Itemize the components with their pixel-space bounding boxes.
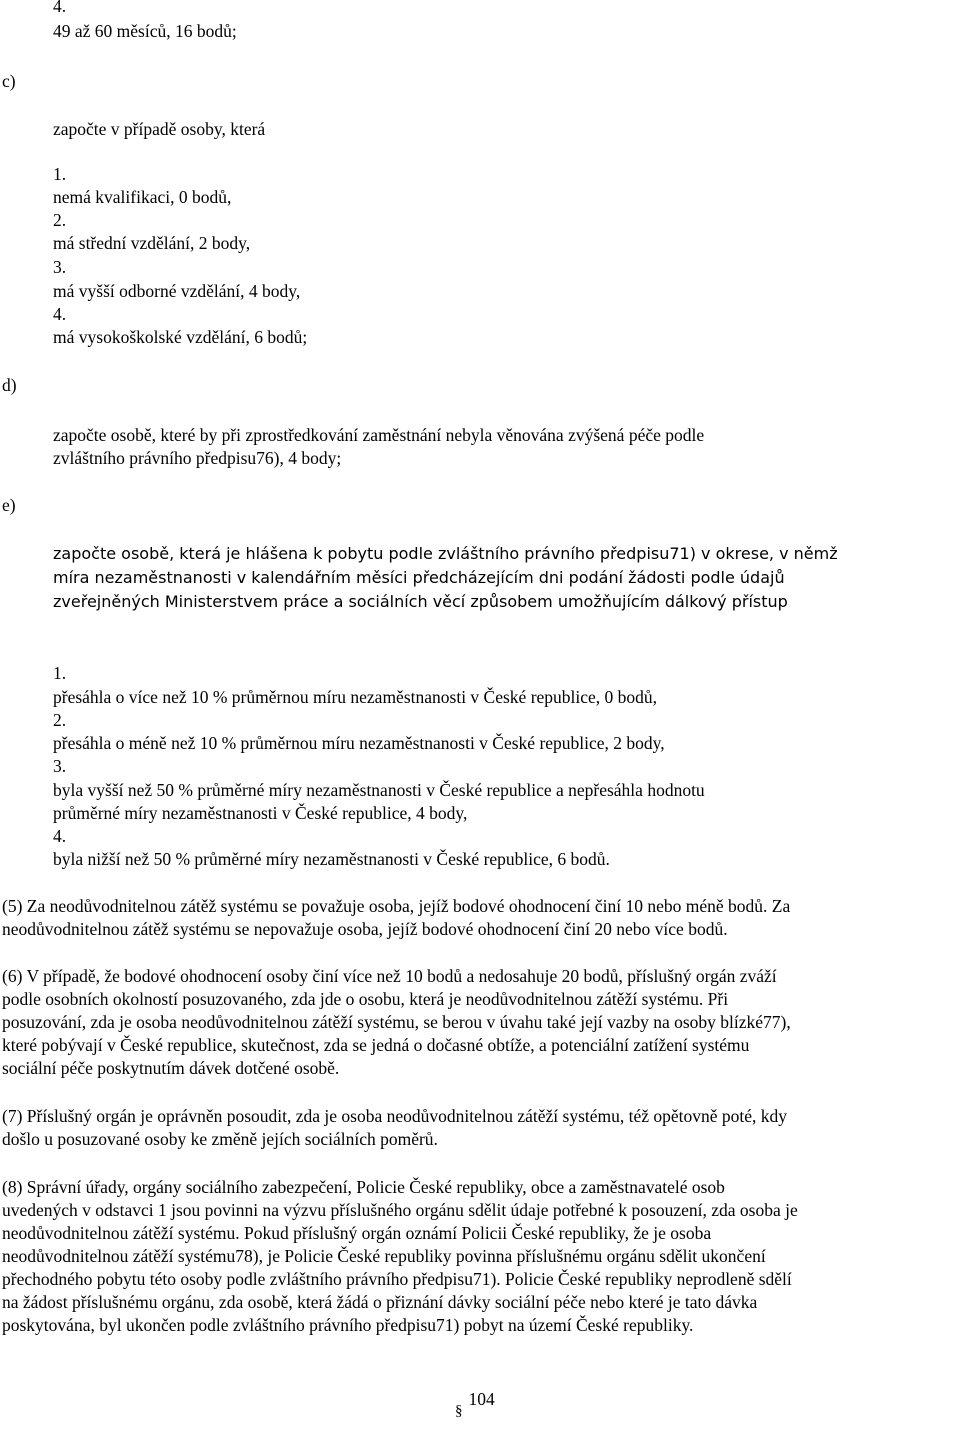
item-e-line: započte osobě, která je hlášena k pobytu podle zvláštního právního předpisu71) v okrese, v němž — [53, 544, 838, 563]
paragraph-7 — [2, 1105, 958, 1151]
paragraph-8 — [2, 1176, 958, 1337]
point-number: 4. — [53, 826, 67, 846]
paragraph-line: posuzování, zda je osoba neodůvodnitelnou zátěží systému, se berou v úvahu také její vazby na osoby blízké77), — [2, 1012, 791, 1032]
item-d-line: započte osobě, které by při zprostředkování zaměstnání nebyla věnována zvýšená péče podle — [53, 425, 705, 445]
paragraph-line: uvedených v odstavci 1 jsou povinni na výzvu příslušného orgánu sdělit údaje potřebné k posouzení, zda osoba je — [2, 1200, 798, 1220]
point-text: průměrné míry nezaměstnanosti v České republice, 4 body, — [53, 803, 468, 823]
point-number: 1. — [53, 663, 67, 683]
paragraph-line: na žádost příslušnému orgánu, zda osobě, která žádá o přiznání dávky sociální péče nebo které je tato dávka — [2, 1292, 758, 1312]
paragraph-line: které pobývají v České republice, skutečnost, zda se jedná o dočasné obtíže, a potenciální zatížení systému — [2, 1035, 750, 1055]
paragraph-line: neodůvodnitelnou zátěží systému. Pokud příslušný orgán oznámí Policii České republiky, že je osoba — [2, 1223, 712, 1243]
paragraph-line: neodůvodnitelnou zátěž systému se nepovažuje osoba, jejíž bodové ohodnocení činí 20 nebo více bodů. — [2, 919, 728, 939]
point-number: 4. — [53, 304, 67, 324]
paragraph-line: podle osobních okolností posuzovaného, zda jde o osobu, která je neodůvodnitelnou zátěží systému. Při — [2, 989, 729, 1009]
point-text: přesáhla o více než 10 % průměrnou míru nezaměstnanosti v České republice, 0 bodů, — [53, 687, 658, 707]
page-number — [455, 1389, 495, 1419]
point-number: 2. — [53, 210, 67, 230]
point-text: 49 až 60 měsíců, 16 bodů; — [53, 21, 237, 41]
point-text: byla vyšší než 50 % průměrné míry nezaměstnanosti v České republice a nepřesáhla hodnotu — [53, 780, 705, 800]
paragraph-line: (6) V případě, že bodové ohodnocení osoby činí více než 10 bodů a nedosahuje 20 bodů, příslušný orgán zváží — [2, 966, 777, 986]
paragraph-line: přechodného pobytu této osoby podle zvláštního právního předpisu71). Policie České republiky neprodleně sdělí — [2, 1269, 792, 1289]
point-text: přesáhla o méně než 10 % průměrnou míru nezaměstnanosti v České republice, 2 body, — [53, 733, 665, 753]
paragraph-line: (8) Správní úřady, orgány sociálního zabezpečení, Policie České republiky, obce a zaměstnavatelé osob — [2, 1177, 725, 1197]
paragraph-line: (7) Příslušný orgán je oprávněn posoudit, zda je osoba neodůvodnitelnou zátěží systému, též opětovně poté, kdy — [2, 1106, 788, 1126]
point-text: byla nižší než 50 % průměrné míry nezaměstnanosti v České republice, 6 bodů. — [53, 849, 610, 869]
page-number-value: 104 — [468, 1389, 495, 1409]
point-number: 3. — [53, 257, 67, 277]
point-number: 4. — [53, 0, 67, 16]
item-e-line: míra nezaměstnanosti v kalendářním měsíci předcházejícím dni podání žádosti podle údajů — [53, 568, 785, 587]
item-e-line: zveřejněných Ministerstvem práce a sociálních věcí způsobem umožňujícím dálkový přístup — [53, 592, 788, 611]
point-text: má vysokoškolské vzdělání, 6 bodů; — [53, 327, 308, 347]
point-number: 1. — [53, 164, 67, 184]
item-c-intro: započte v případě osoby, která — [53, 119, 266, 139]
item-label-e: e) — [2, 495, 16, 515]
point-number: 2. — [53, 710, 67, 730]
paragraph-5 — [2, 895, 958, 941]
point-text: má vyšší odborné vzdělání, 4 body, — [53, 281, 301, 301]
paragraph-line: poskytována, byl ukončen podle zvláštního právního předpisu71) pobyt na území České republiky. — [2, 1315, 694, 1335]
item-d-line: zvláštního právního předpisu76), 4 body; — [53, 448, 342, 468]
paragraph-line: sociální péče poskytnutím dávek dotčené osobě. — [2, 1058, 340, 1078]
point-text: nemá kvalifikaci, 0 bodů, — [53, 187, 232, 207]
item-label-c: c) — [2, 71, 16, 91]
paragraph-line: neodůvodnitelnou zátěží systému78), je Policie České republiky povinna příslušnému orgánu sdělit ukončení — [2, 1246, 766, 1266]
paragraph-line: (5) Za neodůvodnitelnou zátěž systému se považuje osoba, jejíž bodové ohodnocení činí 10 nebo méně bodů. Za — [2, 896, 791, 916]
item-label-d: d) — [2, 375, 17, 395]
paragraph-6 — [2, 965, 958, 1080]
point-text: má střední vzdělání, 2 body, — [53, 233, 251, 253]
section-sign-icon: § — [455, 1403, 463, 1419]
point-number: 3. — [53, 756, 67, 776]
paragraph-line: došlo u posuzované osoby ke změně jejích sociálních poměrů. — [2, 1129, 438, 1149]
